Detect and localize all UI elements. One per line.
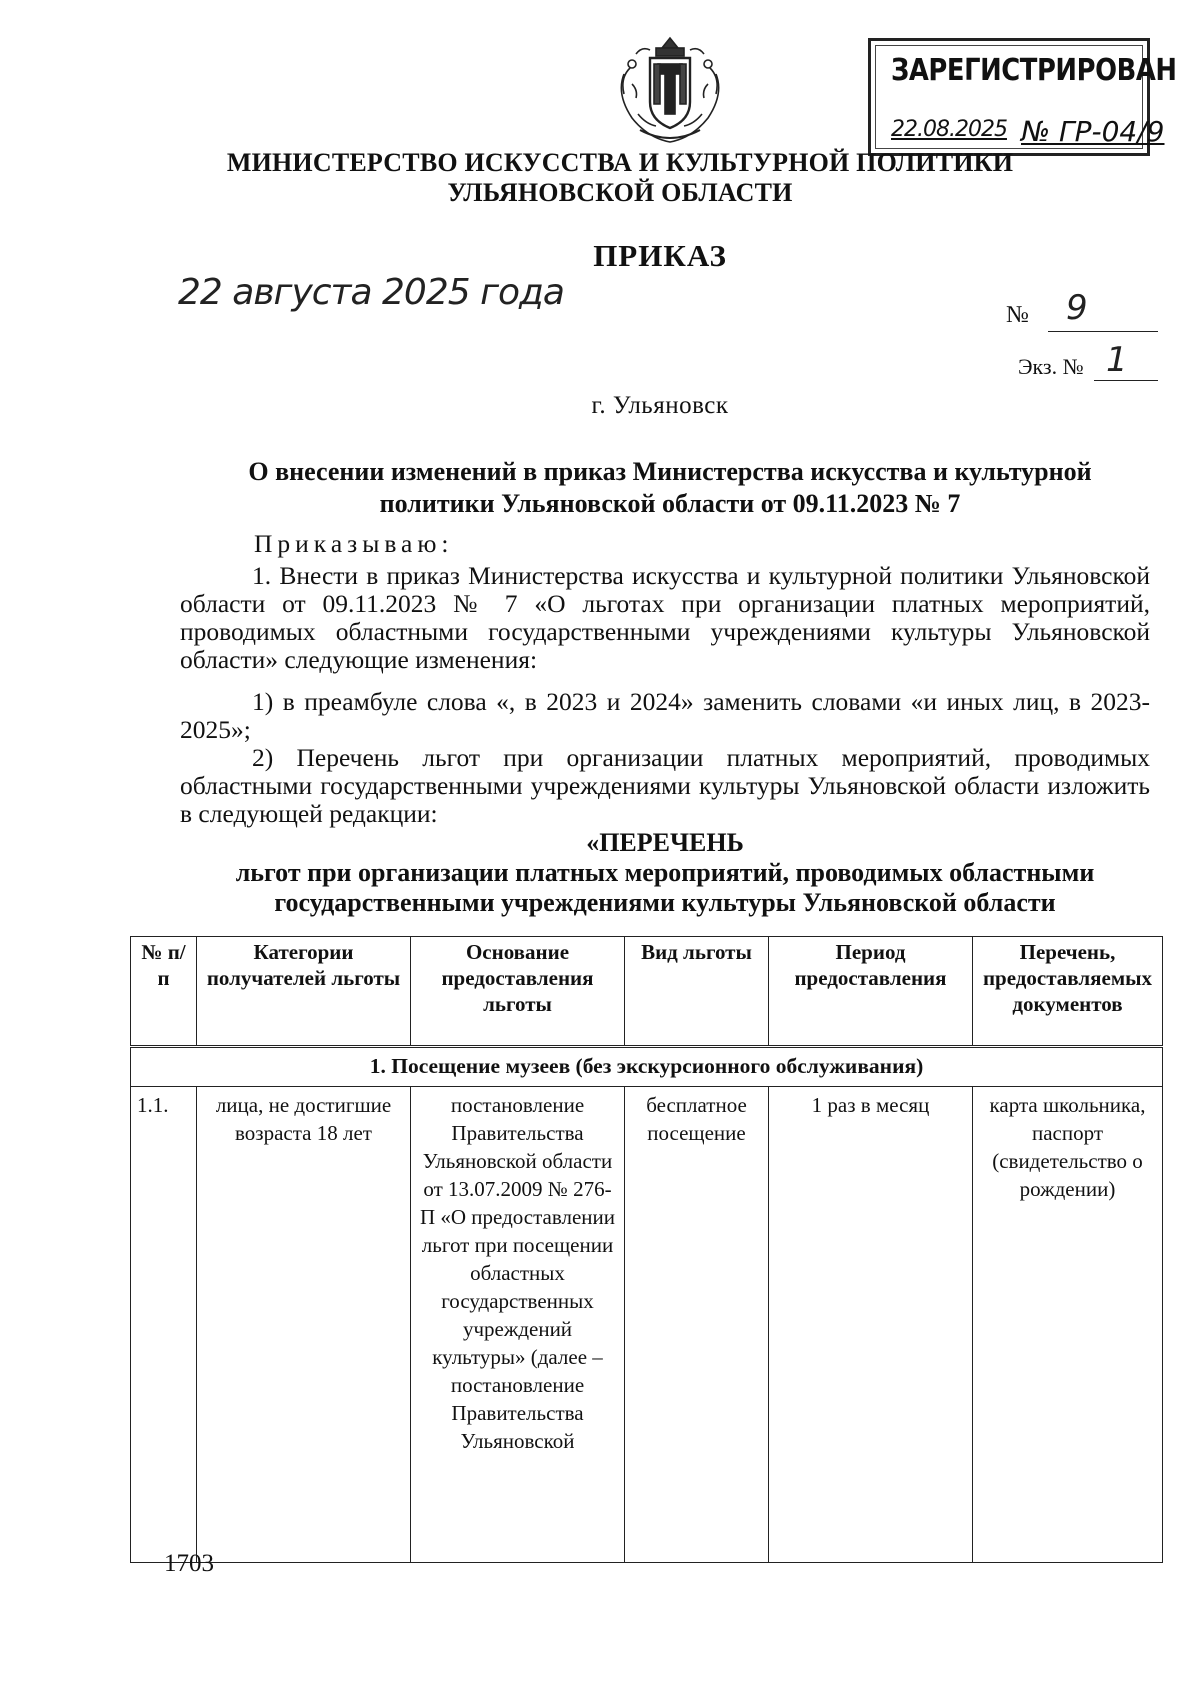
order-number-label: № bbox=[1006, 302, 1029, 328]
cell-category: лица, не достигшие возраста 18 лет bbox=[197, 1087, 411, 1563]
ministry-name: МИНИСТЕРСТВО ИСКУССТВА И КУЛЬТУРНОЙ ПОЛИТИКИ УЛЬЯНОВСКОЙ ОБЛАСТИ bbox=[226, 148, 1014, 207]
benefits-table bbox=[130, 936, 1163, 1563]
header-period: Период предоставления bbox=[769, 937, 973, 1047]
copy-number-value: 1 bbox=[1106, 340, 1128, 380]
order-title: ПРИКАЗ bbox=[593, 238, 727, 273]
coat-of-arms-emblem-icon bbox=[610, 34, 730, 146]
paragraph-1: 1. Внести в приказ Министерства искусства и культурной политики Ульяновской области от 09.11.2023 № 7 «О льготах при организации платных мероприятий, проводимых областными государственными учреждениями культуры Ульяновской области» следующие изменения: bbox=[180, 561, 1150, 674]
cell-type: бесплатное посещение bbox=[625, 1087, 769, 1563]
cell-basis: постановление Правительства Ульяновской области от 13.07.2009 № 276-П «О предоставлении льгот при посещении областных государственных учреждений культуры» (далее – постановление Правительства Ульяновской bbox=[411, 1087, 625, 1563]
copy-number-underline bbox=[1094, 380, 1158, 381]
copy-number-label: Экз. № bbox=[1018, 354, 1084, 379]
list-title-line-2: льгот при организации платных мероприятий, проводимых областными государственными учреждениями культуры Ульяновской области bbox=[235, 858, 1095, 917]
section-title: 1. Посещение музеев (без экскурсионного обслуживания) bbox=[131, 1047, 1163, 1087]
order-number-value: 9 bbox=[1066, 288, 1088, 328]
header-type: Вид льготы bbox=[625, 937, 769, 1047]
paragraph-2: 1) в преамбуле слова «, в 2023 и 2024» заменить словами «и иных лиц, в 2023-2025»; bbox=[180, 687, 1150, 744]
copy-number-field bbox=[1018, 340, 1158, 386]
order-date: 22 августа 2025 года bbox=[178, 272, 564, 313]
page-number: 1703 bbox=[164, 1550, 214, 1577]
order-word: Приказываю: bbox=[254, 529, 454, 558]
header-documents: Перечень, предоставляемых документов bbox=[973, 937, 1163, 1047]
stamp-number: № ГР-04/9 bbox=[1021, 115, 1165, 148]
cell-number: 1.1. bbox=[131, 1087, 197, 1563]
header-basis: Основание предоставления льготы bbox=[411, 937, 625, 1047]
stamp-date: 22.08.2025 bbox=[891, 117, 1007, 142]
order-subject: О внесении изменений в приказ Министерства искусства и культурной политики Ульяновской области от 09.11.2023 № 7 bbox=[248, 457, 1092, 518]
city: г. Ульяновск bbox=[591, 392, 729, 419]
cell-period: 1 раз в месяц bbox=[769, 1087, 973, 1563]
stamp-title: ЗАРЕГИСТРИРОВАН bbox=[891, 53, 1177, 88]
list-title-line-1: «ПЕРЕЧЕНЬ bbox=[586, 828, 744, 857]
table-header-row bbox=[131, 937, 1163, 1047]
paragraph-3: 2) Перечень льгот при организации платных мероприятий, проводимых областными государственными учреждениями культуры Ульяновской области изложить в следующей редакции: bbox=[180, 743, 1150, 828]
table-section-row bbox=[131, 1047, 1163, 1087]
cell-documents: карта школьника, паспорт (свидетельство о рождении) bbox=[973, 1087, 1163, 1563]
list-title bbox=[200, 828, 1130, 918]
header-number: № п/п bbox=[131, 937, 197, 1047]
order-number-field bbox=[1006, 290, 1156, 330]
header-category: Категории получателей льготы bbox=[197, 937, 411, 1047]
registration-stamp bbox=[868, 38, 1177, 156]
table-row bbox=[131, 1087, 1163, 1563]
order-number-underline bbox=[1048, 331, 1158, 332]
